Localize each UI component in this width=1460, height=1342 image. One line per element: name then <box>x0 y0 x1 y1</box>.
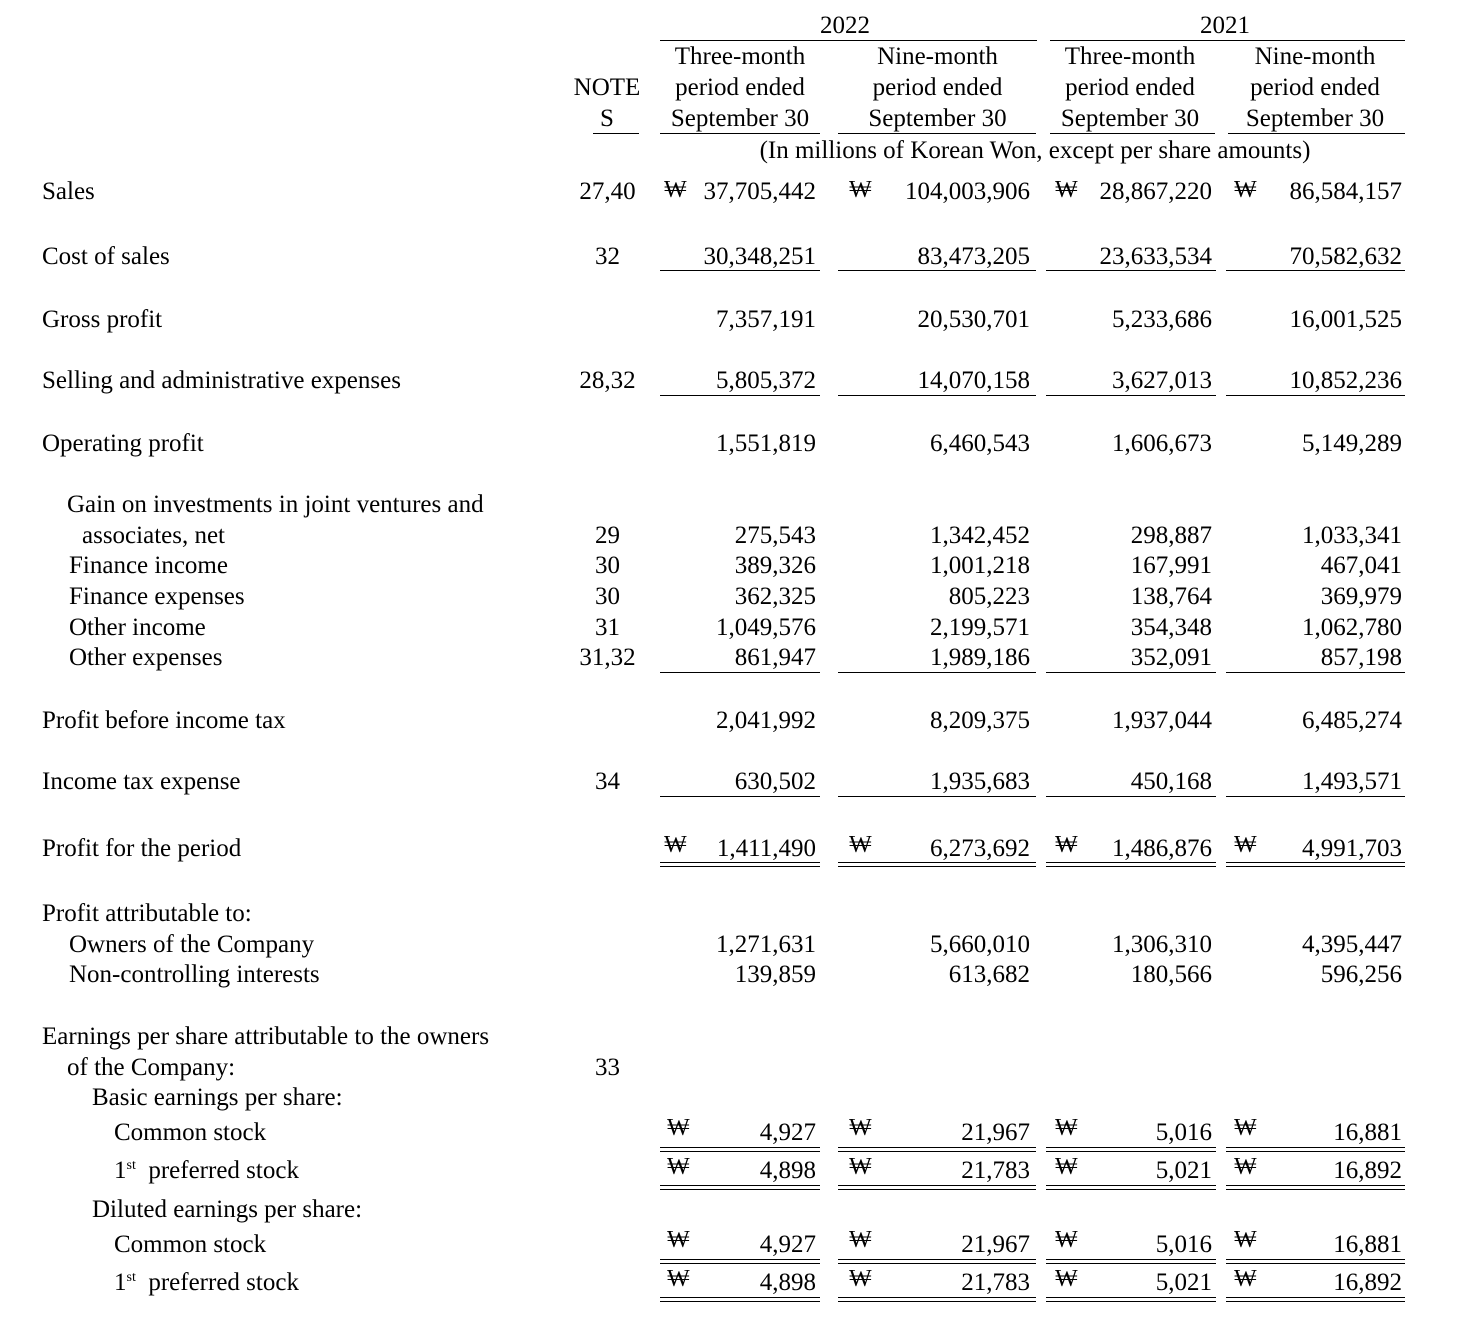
cell-nci-q3-2021: 180,566 <box>1130 961 1212 988</box>
cell-tax-9m-2022: 1,935,683 <box>930 768 1030 795</box>
won-symbol: ₩ <box>849 1154 872 1180</box>
col2-header-line2: period ended <box>872 74 1003 101</box>
cell-basic-pref-q3-2022: 4,898 <box>759 1157 816 1184</box>
cell-fin-exp-q3-2022: 362,325 <box>734 583 816 610</box>
won-symbol: ₩ <box>1234 1227 1257 1253</box>
row-note-cost-of-sales: 32 <box>595 243 620 270</box>
cell-oth-exp-9m-2022: 1,989,186 <box>930 644 1030 671</box>
col1-header-line3: September 30 <box>670 105 810 132</box>
row-label-finance-expenses: Finance expenses <box>69 583 245 610</box>
won-symbol: ₩ <box>1055 832 1078 858</box>
cell-sales-9m-2022: 104,003,906 <box>905 178 1030 205</box>
cell-diluted-common-q3-2022: 4,927 <box>759 1231 816 1258</box>
cell-op-9m-2021: 5,149,289 <box>1302 430 1402 457</box>
cell-op-9m-2022: 6,460,543 <box>930 430 1030 457</box>
row-label-other-expenses: Other expenses <box>69 644 223 671</box>
cell-fin-exp-9m-2021: 369,979 <box>1320 583 1402 610</box>
row-label-basic-common: Common stock <box>114 1119 267 1146</box>
row-label-cost-of-sales: Cost of sales <box>42 243 170 270</box>
row-label-gain-investments-line2: associates, net <box>82 522 226 549</box>
row-note-other-income: 31 <box>595 614 620 641</box>
won-symbol: ₩ <box>667 1154 690 1180</box>
cell-basic-common-q3-2021: 5,016 <box>1155 1119 1212 1146</box>
col3-header-line3: September 30 <box>1060 105 1200 132</box>
cell-fin-exp-9m-2022: 805,223 <box>948 583 1030 610</box>
cell-profit-9m-2021: 4,991,703 <box>1302 835 1402 862</box>
row-note-finance-income: 30 <box>595 552 620 579</box>
cell-fin-inc-9m-2021: 467,041 <box>1320 552 1402 579</box>
cell-pbt-9m-2022: 8,209,375 <box>930 707 1030 734</box>
cell-oth-inc-q3-2022: 1,049,576 <box>716 614 816 641</box>
cell-sales-q3-2022: 37,705,442 <box>703 178 816 205</box>
cell-cost-q3-2021: 23,633,534 <box>1099 243 1212 270</box>
won-symbol: ₩ <box>1234 1266 1257 1292</box>
row-label-profit-for-period: Profit for the period <box>42 835 242 862</box>
cell-gross-9m-2021: 16,001,525 <box>1289 306 1402 333</box>
cell-tax-q3-2022: 630,502 <box>734 768 816 795</box>
won-symbol: ₩ <box>667 1227 690 1253</box>
cell-oth-exp-q3-2021: 352,091 <box>1130 644 1212 671</box>
cell-cost-9m-2022: 83,473,205 <box>917 243 1030 270</box>
row-note-finance-expenses: 30 <box>595 583 620 610</box>
row-label-sga: Selling and administrative expenses <box>42 367 401 394</box>
cell-cost-9m-2021: 70,582,632 <box>1289 243 1402 270</box>
row-label-finance-income: Finance income <box>69 552 228 579</box>
cell-diluted-pref-q3-2022: 4,898 <box>759 1269 816 1296</box>
won-symbol: ₩ <box>664 832 687 858</box>
row-label-gross-profit: Gross profit <box>42 306 163 333</box>
cell-profit-9m-2022: 6,273,692 <box>930 835 1030 862</box>
won-symbol: ₩ <box>1055 1154 1078 1180</box>
cell-basic-common-9m-2022: 21,967 <box>961 1119 1030 1146</box>
cell-owners-9m-2021: 4,395,447 <box>1302 931 1402 958</box>
row-label-basic-preferred: 1st preferred stock <box>114 1157 299 1184</box>
row-label-profit-before-tax: Profit before income tax <box>42 707 286 734</box>
col2-header-line1: Nine-month <box>877 43 998 70</box>
won-symbol: ₩ <box>1234 832 1257 858</box>
col3-header-line2: period ended <box>1065 74 1195 101</box>
cell-owners-9m-2022: 5,660,010 <box>930 931 1030 958</box>
col1-header-line2: period ended <box>675 74 805 101</box>
won-symbol: ₩ <box>849 1115 872 1141</box>
cell-gain-q3-2022: 275,543 <box>734 522 816 549</box>
cell-gain-q3-2021: 298,887 <box>1130 522 1212 549</box>
won-symbol: ₩ <box>1234 1154 1257 1180</box>
row-note-other-expenses: 31,32 <box>579 644 636 671</box>
col4-header-line3: September 30 <box>1245 105 1385 132</box>
row-label-other-income: Other income <box>69 614 206 641</box>
cell-sga-9m-2021: 10,852,236 <box>1289 367 1402 394</box>
cell-pbt-q3-2021: 1,937,044 <box>1112 707 1212 734</box>
cell-oth-inc-q3-2021: 354,348 <box>1130 614 1212 641</box>
cell-diluted-common-9m-2022: 21,967 <box>961 1231 1030 1258</box>
cell-tax-9m-2021: 1,493,571 <box>1302 768 1402 795</box>
won-symbol: ₩ <box>667 1266 690 1292</box>
cell-pbt-q3-2022: 2,041,992 <box>716 707 816 734</box>
cell-gross-9m-2022: 20,530,701 <box>917 306 1030 333</box>
cell-gross-q3-2022: 7,357,191 <box>716 306 816 333</box>
row-note-gain-investments: 29 <box>595 522 620 549</box>
section-profit-attributable: Profit attributable to: <box>42 900 252 927</box>
cell-pbt-9m-2021: 6,485,274 <box>1302 707 1402 734</box>
col1-header-line1: Three-month <box>674 43 806 70</box>
cell-sales-q3-2021: 28,867,220 <box>1099 178 1212 205</box>
won-symbol: ₩ <box>1234 177 1257 203</box>
row-label-diluted-common: Common stock <box>114 1231 267 1258</box>
notes-header-line1: NOTE <box>573 74 641 101</box>
cell-diluted-common-q3-2021: 5,016 <box>1155 1231 1212 1258</box>
cell-sga-q3-2021: 3,627,013 <box>1112 367 1212 394</box>
cell-nci-q3-2022: 139,859 <box>734 961 816 988</box>
row-label-income-tax: Income tax expense <box>42 768 241 795</box>
row-note-sga: 28,32 <box>579 367 636 394</box>
cell-fin-exp-q3-2021: 138,764 <box>1130 583 1212 610</box>
cell-owners-q3-2022: 1,271,631 <box>716 931 816 958</box>
won-symbol: ₩ <box>1055 1115 1078 1141</box>
won-symbol: ₩ <box>664 177 687 203</box>
cell-basic-common-q3-2022: 4,927 <box>759 1119 816 1146</box>
row-label-nci: Non-controlling interests <box>69 961 320 988</box>
won-symbol: ₩ <box>667 1115 690 1141</box>
cell-tax-q3-2021: 450,168 <box>1130 768 1212 795</box>
cell-diluted-common-9m-2021: 16,881 <box>1333 1231 1402 1258</box>
cell-oth-inc-9m-2021: 1,062,780 <box>1302 614 1402 641</box>
cell-gain-9m-2022: 1,342,452 <box>930 522 1030 549</box>
cell-basic-pref-9m-2022: 21,783 <box>961 1157 1030 1184</box>
section-basic-eps: Basic earnings per share: <box>92 1084 343 1111</box>
cell-gain-9m-2021: 1,033,341 <box>1302 522 1402 549</box>
section-eps-line2: of the Company: <box>67 1054 236 1081</box>
cell-op-q3-2022: 1,551,819 <box>716 430 816 457</box>
cell-cost-q3-2022: 30,348,251 <box>703 243 816 270</box>
won-symbol: ₩ <box>1055 1227 1078 1253</box>
col4-header-line2: period ended <box>1250 74 1380 101</box>
won-symbol: ₩ <box>849 832 872 858</box>
notes-header-line2: S <box>600 105 614 132</box>
cell-diluted-pref-9m-2021: 16,892 <box>1333 1269 1402 1296</box>
won-symbol: ₩ <box>1055 1266 1078 1292</box>
cell-basic-common-9m-2021: 16,881 <box>1333 1119 1402 1146</box>
cell-nci-9m-2022: 613,682 <box>948 961 1030 988</box>
row-label-sales: Sales <box>42 178 95 205</box>
col2-header-line3: September 30 <box>868 105 1007 132</box>
cell-fin-inc-q3-2021: 167,991 <box>1130 552 1212 579</box>
cell-op-q3-2021: 1,606,673 <box>1112 430 1212 457</box>
row-label-gain-investments: Gain on investments in joint ventures and <box>67 491 484 518</box>
col4-header-line1: Nine-month <box>1254 43 1376 70</box>
cell-basic-pref-q3-2021: 5,021 <box>1155 1157 1212 1184</box>
cell-gross-q3-2021: 5,233,686 <box>1112 306 1212 333</box>
cell-diluted-pref-q3-2021: 5,021 <box>1155 1269 1212 1296</box>
won-symbol: ₩ <box>1234 1115 1257 1141</box>
cell-fin-inc-9m-2022: 1,001,218 <box>930 552 1030 579</box>
units-caption: (In millions of Korean Won, except per share amounts) <box>759 137 1311 164</box>
won-symbol: ₩ <box>849 1266 872 1292</box>
row-note-income-tax: 34 <box>595 768 620 795</box>
cell-profit-q3-2022: 1,411,490 <box>716 835 816 862</box>
cell-oth-exp-9m-2021: 857,198 <box>1320 644 1402 671</box>
cell-nci-9m-2021: 596,256 <box>1320 961 1402 988</box>
section-eps: Earnings per share attributable to the owners <box>42 1023 490 1050</box>
year-2021-header: 2021 <box>1200 12 1250 39</box>
section-diluted-eps: Diluted earnings per share: <box>92 1196 363 1223</box>
cell-sales-9m-2021: 86,584,157 <box>1289 178 1402 205</box>
row-note-eps: 33 <box>595 1054 620 1081</box>
cell-oth-exp-q3-2022: 861,947 <box>734 644 816 671</box>
cell-diluted-pref-9m-2022: 21,783 <box>961 1269 1030 1296</box>
cell-sga-9m-2022: 14,070,158 <box>917 367 1030 394</box>
cell-basic-pref-9m-2021: 16,892 <box>1333 1157 1402 1184</box>
won-symbol: ₩ <box>1055 177 1078 203</box>
row-label-operating-profit: Operating profit <box>42 430 204 457</box>
cell-sga-q3-2022: 5,805,372 <box>716 367 816 394</box>
col3-header-line1: Three-month <box>1064 43 1196 70</box>
cell-fin-inc-q3-2022: 389,326 <box>734 552 816 579</box>
year-2022-header: 2022 <box>820 12 870 39</box>
cell-oth-inc-9m-2022: 2,199,571 <box>930 614 1030 641</box>
cell-profit-q3-2021: 1,486,876 <box>1112 835 1212 862</box>
cell-owners-q3-2021: 1,306,310 <box>1112 931 1212 958</box>
won-symbol: ₩ <box>849 177 872 203</box>
won-symbol: ₩ <box>849 1227 872 1253</box>
row-note-sales: 27,40 <box>579 178 636 205</box>
row-label-owners: Owners of the Company <box>69 931 315 958</box>
row-label-diluted-preferred: 1st preferred stock <box>114 1269 299 1296</box>
